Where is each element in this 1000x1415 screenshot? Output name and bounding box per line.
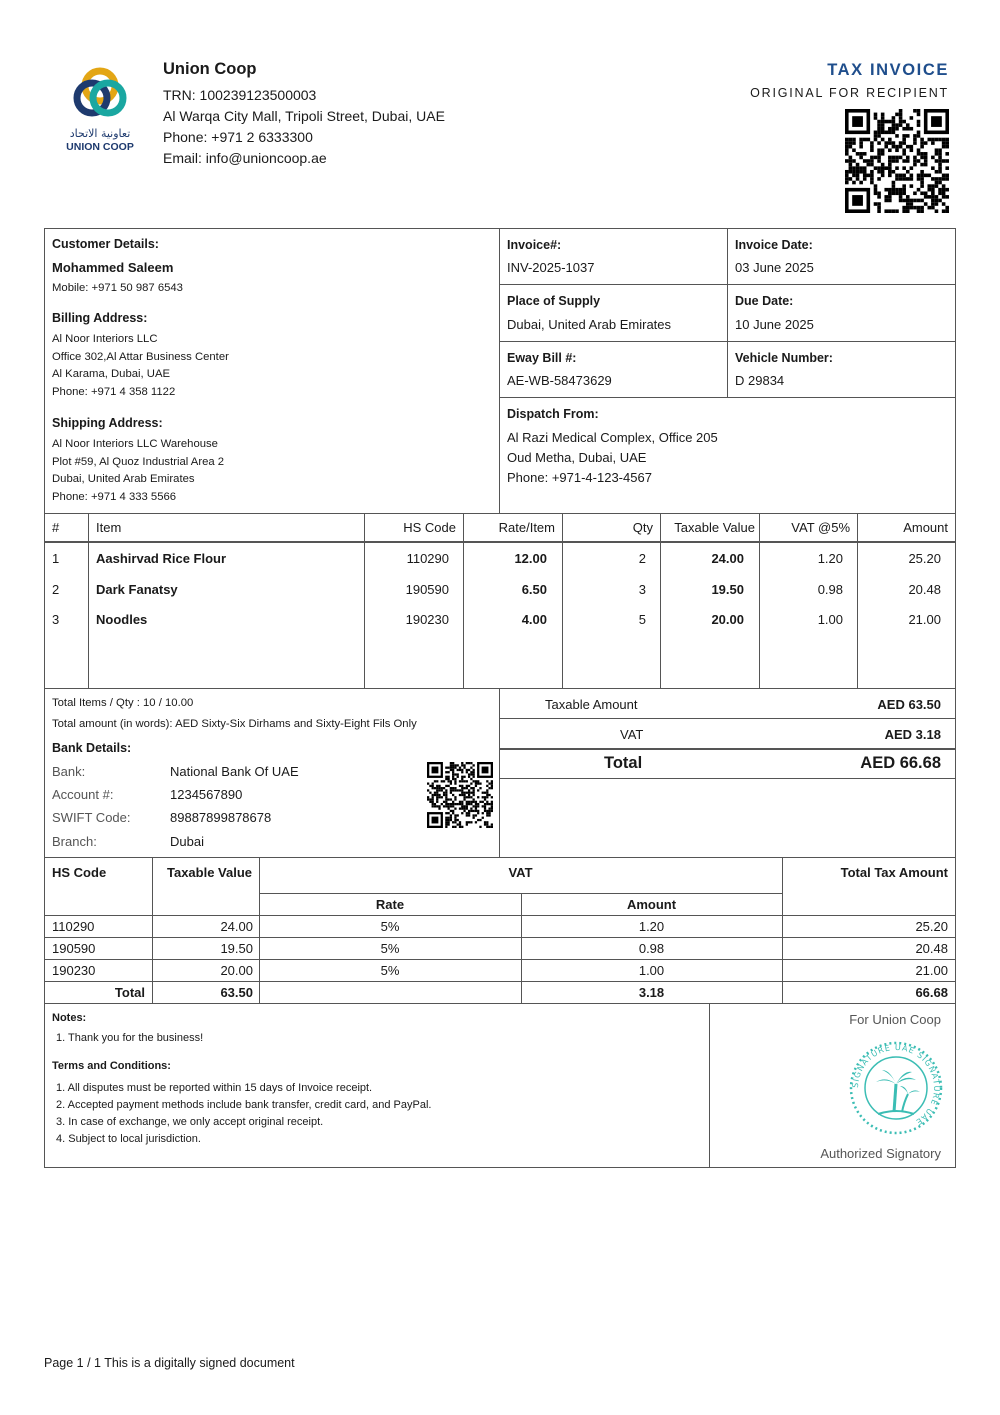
- svg-text:UNION COOP: UNION COOP: [66, 141, 134, 153]
- col-header-qty: Qty: [632, 520, 653, 535]
- company-phone: Phone: +971 2 6333300: [163, 129, 313, 145]
- note-item: 1. Thank you for the business!: [56, 1032, 204, 1044]
- col-header-rate: Rate/Item: [498, 520, 555, 535]
- invoice-title: TAX INVOICE: [827, 61, 949, 79]
- svg-text:SIGNATURE UAE SIGNATURE UAE: SIGNATURE UAE SIGNATURE UAE: [850, 1042, 942, 1127]
- place-of-supply-label: Place of Supply: [507, 294, 601, 308]
- due-date-label: Due Date:: [735, 294, 794, 308]
- company-trn: TRN: 100239123500003: [163, 87, 317, 103]
- col-header-no: #: [52, 520, 60, 535]
- signature-for: For Union Coop: [849, 1012, 941, 1027]
- bank-label: Bank:: [52, 764, 86, 779]
- grand-total-label: Total: [604, 754, 643, 772]
- company-address: Al Warqa City Mall, Tripoli Street, Dubai, UAE: [163, 108, 445, 124]
- bank-heading: Bank Details:: [52, 741, 132, 755]
- tax-header-vat: VAT: [508, 865, 533, 880]
- invoice-date: 03 June 2025: [735, 260, 814, 275]
- authorized-signatory: Authorized Signatory: [820, 1146, 941, 1161]
- vat-amount: AED 3.18: [884, 727, 941, 742]
- item-name: Aashirvad Rice Flour: [96, 551, 227, 566]
- bank-qr-icon: [427, 762, 493, 828]
- eway-bill: AE-WB-58473629: [507, 373, 612, 388]
- invoice-number: INV-2025-1037: [507, 260, 595, 275]
- customer-name: Mohammed Saleem: [52, 260, 174, 275]
- invoice-qr-icon: [845, 109, 949, 213]
- taxable-amount: AED 63.50: [877, 697, 941, 712]
- document-title: [750, 61, 949, 100]
- col-header-vat: VAT @5%: [791, 520, 850, 535]
- company-info: [163, 60, 445, 169]
- svg-text:تعاونية الاتحاد: تعاونية الاتحاد: [69, 127, 131, 140]
- grand-total: AED 66.68: [860, 754, 941, 772]
- col-header-amount: Amount: [903, 520, 948, 535]
- billing-heading: Billing Address:: [52, 311, 148, 325]
- tax-header-taxable: Taxable Value: [167, 865, 253, 880]
- signature-stamp-icon: [848, 1040, 944, 1136]
- swift-code: 89887899878678: [170, 810, 272, 825]
- swift-label: SWIFT Code:: [52, 810, 131, 825]
- invoice-subtitle: ORIGINAL FOR RECIPIENT: [750, 86, 949, 100]
- terms-list: 1. All disputes must be reported within 15 days of Invoice receipt. 2. Accepted payment methods include bank transfer, credit card, and PayPal. 3. In case of exchange, we only accept original receipt. 4. Subject to local jurisdiction.: [56, 1082, 432, 1145]
- shipping-heading: Shipping Address:: [52, 416, 163, 430]
- eway-bill-label: Eway Bill #:: [507, 351, 577, 365]
- dispatch-label: Dispatch From:: [507, 407, 599, 421]
- branch-label: Branch:: [52, 834, 97, 849]
- vehicle-number: D 29834: [735, 373, 785, 388]
- bank-name: National Bank Of UAE: [170, 764, 299, 779]
- branch-name: Dubai: [170, 834, 204, 849]
- amount-in-words: Total amount (in words): AED Sixty-Six Dirhams and Sixty-Eight Fils Only: [52, 718, 417, 730]
- invoice-number-label: Invoice#:: [507, 238, 562, 252]
- page-footer: Page 1 / 1 This is a digitally signed document: [44, 1356, 295, 1370]
- tax-header-rate: Rate: [375, 897, 405, 912]
- dispatch-address: Al Razi Medical Complex, Office 205 Oud Metha, Dubai, UAE Phone: +971-4-123-4567: [507, 430, 718, 485]
- notes-heading: Notes:: [52, 1012, 87, 1024]
- shipping-address: Al Noor Interiors LLC Warehouse Plot #59, Al Quoz Industrial Area 2 Dubai, United Arab Emirates Phone: +971 4 333 5566: [52, 438, 225, 503]
- taxable-amount-label: Taxable Amount: [545, 697, 638, 712]
- customer-mobile: Mobile: +971 50 987 6543: [52, 282, 183, 294]
- tax-header-total: Total Tax Amount: [840, 865, 948, 880]
- vat-label: VAT: [620, 727, 644, 742]
- company-email: Email: info@unioncoop.ae: [163, 150, 327, 166]
- col-header-item: Item: [96, 520, 122, 535]
- customer-heading: Customer Details:: [52, 237, 159, 251]
- terms-heading: Terms and Conditions:: [52, 1060, 171, 1072]
- col-header-hs: HS Code: [403, 520, 456, 535]
- item-name: Dark Fanatsy: [96, 582, 178, 597]
- due-date: 10 June 2025: [735, 317, 814, 332]
- company-logo: [58, 62, 142, 154]
- vehicle-number-label: Vehicle Number:: [735, 351, 833, 365]
- total-items-qty: Total Items / Qty : 10 / 10.00: [52, 697, 194, 709]
- item-name: Noodles: [96, 612, 148, 627]
- tax-header-amount: Amount: [626, 897, 677, 912]
- tax-header-hs: HS Code: [52, 865, 107, 880]
- billing-address: Al Noor Interiors LLC Office 302,Al Attar Business Center Al Karama, Dubai, UAE Phone: +971 4 358 1122: [52, 333, 229, 398]
- col-header-taxable: Taxable Value: [674, 520, 755, 535]
- account-label: Account #:: [52, 787, 114, 802]
- invoice-date-label: Invoice Date:: [735, 238, 813, 252]
- place-of-supply: Dubai, United Arab Emirates: [507, 317, 672, 332]
- account-number: 1234567890: [170, 787, 243, 802]
- company-name: Union Coop: [163, 60, 257, 78]
